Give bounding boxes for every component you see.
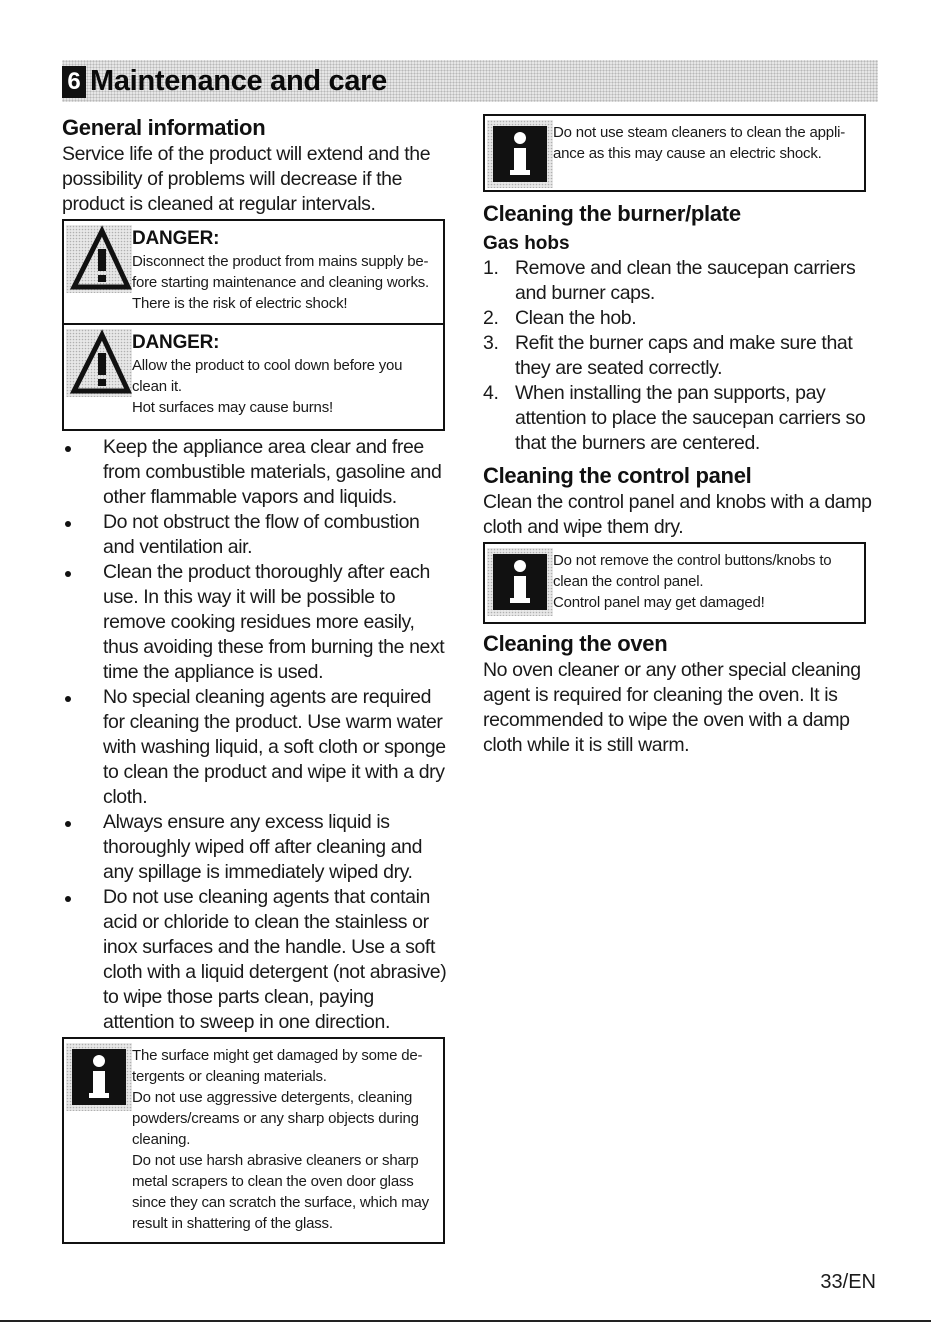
bullet-dot <box>65 571 71 577</box>
bullet-dot <box>65 696 71 702</box>
general-information-heading: General information <box>62 115 266 140</box>
info-text-line: since they can scratch the surface, which may <box>132 1194 429 1211</box>
info-text-line: cleaning. <box>132 1131 191 1148</box>
list-item: Clean the product thoroughly after each use. In this way it will be possible to remove cooking residues more easily, thus avoiding these from burning the next time the appliance is used. <box>62 560 450 685</box>
list-item: 2. Clean the hob. <box>483 307 637 329</box>
right-column <box>483 114 879 758</box>
chapter-title: Maintenance and care <box>90 65 387 97</box>
maintenance-bullet-list <box>62 435 450 1035</box>
gas-hobs-subheading: Gas hobs <box>483 233 570 254</box>
info-icon <box>487 548 553 616</box>
danger-text-line: fore starting maintenance and cleaning works. <box>132 274 430 291</box>
list-item: Do not obstruct the flow of combustion and ventilation air. <box>62 510 450 560</box>
bullet-dot <box>65 521 71 527</box>
list-item: 1. Remove and clean the saucepan carriers and burner caps. <box>483 257 856 304</box>
danger-text-line: Disconnect the product from mains supply be- <box>132 253 429 270</box>
info-text-line: Do not use steam cleaners to clean the appli- <box>553 124 846 141</box>
list-item: Always ensure any excess liquid is thoroughly wiped off after cleaning and any spillage is immediately wiped dry. <box>62 810 450 885</box>
warning-triangle-icon <box>66 225 132 293</box>
info-icon <box>487 120 553 188</box>
list-item: 4. When installing the pan supports, pay attention to place the saucepan carriers so that the burners are centered. <box>483 382 866 454</box>
info-text-line: result in shattering of the glass. <box>132 1215 333 1232</box>
info-text-line: powders/creams or any sharp objects during <box>132 1110 419 1127</box>
danger-label: DANGER: <box>132 332 220 353</box>
danger-text-line: clean it. <box>132 378 182 395</box>
warning-triangle-icon <box>66 329 132 397</box>
info-text-line: metal scrapers to clean the oven door glass <box>132 1173 414 1190</box>
info-text-line: Do not remove the control buttons/knobs to <box>553 552 832 569</box>
info-notice-surface <box>62 1037 445 1244</box>
bullet-dot <box>65 896 71 902</box>
danger-text-line: There is the risk of electric shock! <box>132 295 348 312</box>
cleaning-oven-text: No oven cleaner or any other special cleaning agent is required for cleaning the oven. It is recommended to wipe the oven with a damp cloth while it is still warm. <box>483 659 861 756</box>
chapter-header <box>62 60 878 102</box>
info-text-line: clean the control panel. <box>553 573 704 590</box>
info-text-line: The surface might get damaged by some de- <box>132 1047 423 1064</box>
info-text-line: tergents or cleaning materials. <box>132 1068 327 1085</box>
bullet-dot <box>65 821 71 827</box>
info-text-line: Do not use harsh abrasive cleaners or sharp <box>132 1152 419 1169</box>
cleaning-control-panel-heading: Cleaning the control panel <box>483 463 752 488</box>
info-text-line: Control panel may get damaged! <box>553 594 765 611</box>
list-item: 3. Refit the burner caps and make sure that they are seated correctly. <box>483 332 853 379</box>
chapter-number: 6 <box>62 66 86 98</box>
danger-notice-hot <box>62 325 445 431</box>
page-number: 33/EN <box>820 1271 876 1293</box>
general-information-text: Service life of the product will extend and the possibility of problems will decrease if the product is cleaned at regular intervals. <box>62 143 431 215</box>
danger-text-line: Allow the product to cool down before you <box>132 357 403 374</box>
bottom-rule <box>0 1320 931 1322</box>
cleaning-burner-heading: Cleaning the burner/plate <box>483 201 741 226</box>
cleaning-oven-heading: Cleaning the oven <box>483 631 668 656</box>
cleaning-control-panel-text: Clean the control panel and knobs with a damp cloth and wipe them dry. <box>483 491 872 538</box>
info-notice-control <box>483 542 866 624</box>
burner-steps-list <box>483 256 879 456</box>
info-text-line: Do not use aggressive detergents, cleaning <box>132 1089 413 1106</box>
left-column <box>62 114 450 1244</box>
danger-text-line: Hot surfaces may cause burns! <box>132 399 333 416</box>
danger-notice-electric <box>62 219 445 325</box>
info-notice-steam <box>483 114 866 192</box>
list-item: Keep the appliance area clear and free from combustible materials, gasoline and other flammable vapors and liquids. <box>62 435 450 510</box>
danger-label: DANGER: <box>132 228 220 249</box>
bullet-dot <box>65 446 71 452</box>
list-item: Do not use cleaning agents that contain acid or chloride to clean the stainless or inox surfaces and the handle. Use a soft cloth with a liquid detergent (not abrasive) to wipe those parts clean, paying attention to sweep in one direction. <box>62 885 450 1035</box>
info-text-line: ance as this may cause an electric shock. <box>553 145 822 162</box>
list-item: No special cleaning agents are required for cleaning the product. Use warm water with washing liquid, a soft cloth or sponge to clean the product and wipe it with a dry cloth. <box>62 685 450 810</box>
info-icon <box>66 1043 132 1111</box>
